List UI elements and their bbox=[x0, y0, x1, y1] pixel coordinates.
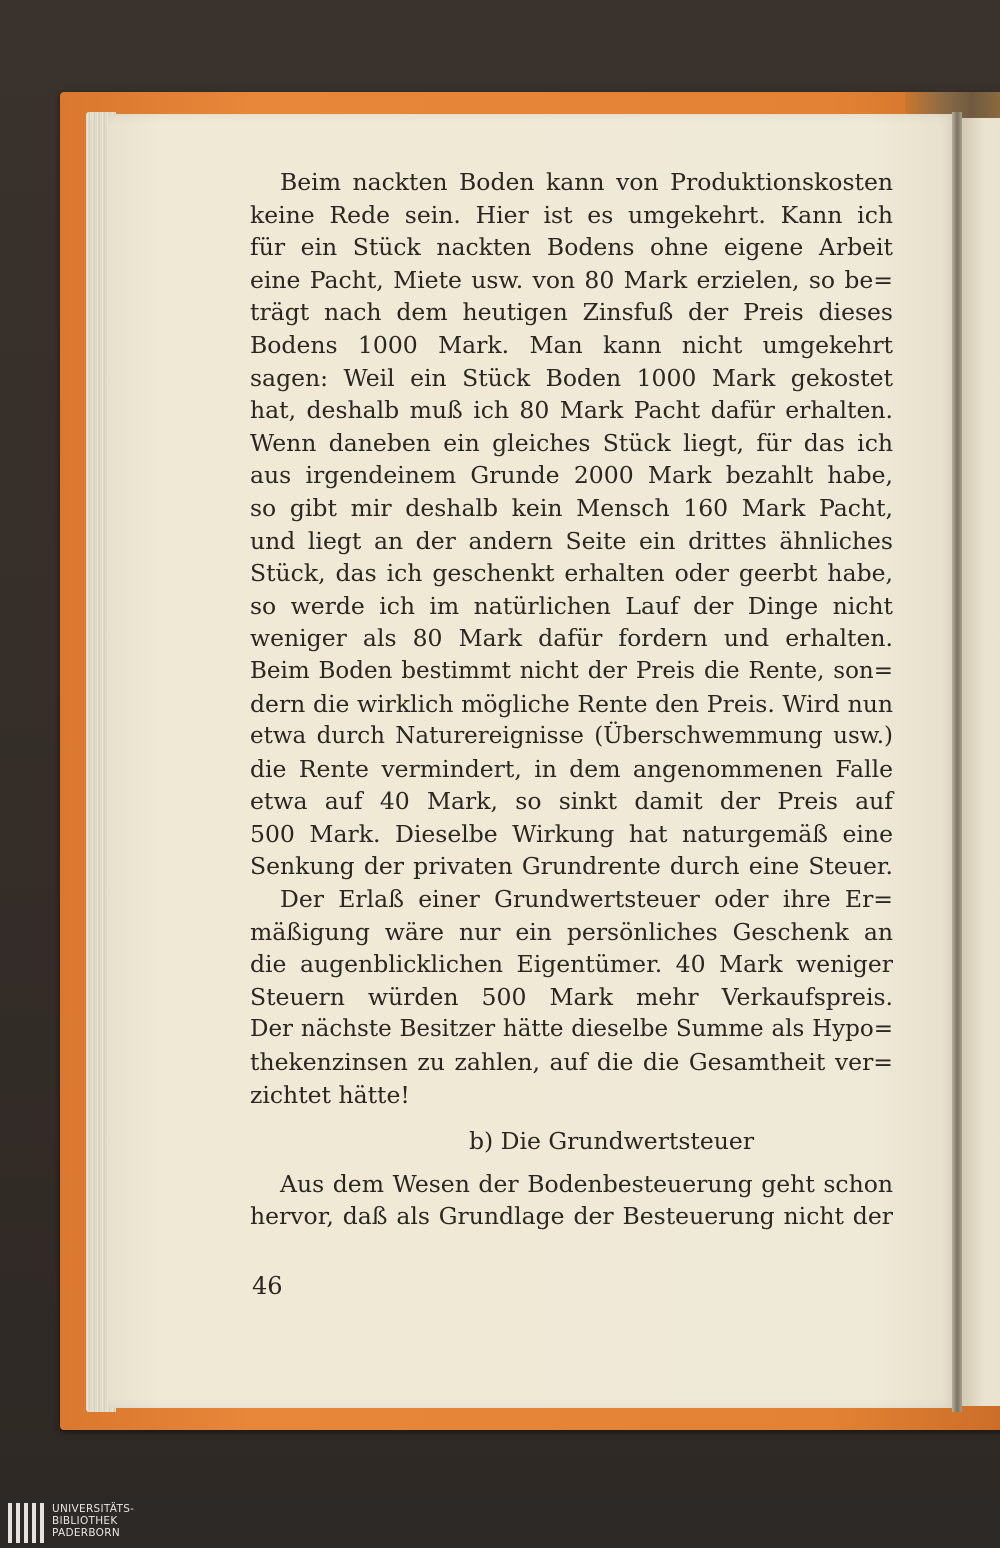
text-line: trägt nach dem heutigen Zinsfuß der Preis dieses bbox=[250, 298, 893, 327]
text-line: die Rente vermindert, in dem angenommenen Falle bbox=[250, 754, 893, 783]
text-line: für ein Stück nackten Bodens ohne eigene Arbeit bbox=[250, 233, 893, 262]
text-line: Stück, das ich geschenkt erhalten oder geerbt habe, bbox=[250, 559, 893, 588]
text-line: Beim nackten Boden kann von Produktionskosten bbox=[280, 168, 893, 196]
section-heading: b) Die Grundwertsteuer bbox=[468, 1127, 755, 1156]
text-line: Wenn daneben ein gleiches Stück liegt, für das ich bbox=[250, 428, 893, 457]
text-line: 500 Mark. Dieselbe Wirkung hat naturgemäß eine bbox=[250, 819, 893, 848]
text-line: sagen: Weil ein Stück Boden 1000 Mark gekostet bbox=[250, 363, 893, 392]
library-name-line: PADERBORN bbox=[52, 1527, 120, 1539]
text-line: etwa durch Naturereignisse (Überschwemmung usw.) bbox=[250, 723, 893, 750]
text-line: eine Pacht, Miete usw. von 80 Mark erzielen, so be= bbox=[250, 265, 893, 294]
text-line: hervor, daß als Grundlage der Besteuerung nicht der bbox=[250, 1202, 893, 1231]
text-line: Bodens 1000 Mark. Man kann nicht umgekehrt bbox=[250, 330, 893, 359]
text-line: die augenblicklichen Eigentümer. 40 Mark weniger bbox=[250, 950, 893, 979]
text-line: Der nächste Besitzer hätte dieselbe Summe als Hypo= bbox=[250, 1016, 893, 1043]
text-line: zichtet hätte! bbox=[250, 1080, 410, 1109]
page-number: 46 bbox=[252, 1272, 283, 1300]
library-name-line: BIBLIOTHEK bbox=[52, 1515, 118, 1527]
library-footer-bar bbox=[0, 1498, 1000, 1548]
library-logo-icon bbox=[8, 1503, 44, 1543]
text-line: Steuern würden 500 Mark mehr Verkaufspreis. bbox=[250, 982, 893, 1011]
text-line: Aus dem Wesen der Bodenbesteuerung geht schon bbox=[280, 1169, 893, 1198]
text-line: keine Rede sein. Hier ist es umgekehrt. Kann ich bbox=[250, 200, 893, 229]
text-line: so gibt mir deshalb kein Mensch 160 Mark Pacht, bbox=[250, 493, 893, 522]
text-line: Der Erlaß einer Grundwertsteuer oder ihre Er= bbox=[280, 885, 893, 914]
text-line: weniger als 80 Mark dafür fordern und erhalten. bbox=[250, 624, 893, 653]
facing-page bbox=[960, 118, 1000, 1406]
text-line: etwa auf 40 Mark, so sinkt damit der Preis auf bbox=[250, 787, 893, 816]
book-gutter bbox=[952, 112, 962, 1412]
text-line: thekenzinsen zu zahlen, auf die die Gesamtheit ver= bbox=[250, 1048, 893, 1077]
text-line: so werde ich im natürlichen Lauf der Dinge nicht bbox=[250, 591, 893, 620]
page-text-block bbox=[250, 166, 893, 1233]
text-line: und liegt an der andern Seite ein drittes ähnliches bbox=[250, 526, 893, 555]
text-line: dern die wirklich mögliche Rente den Preis. Wird nun bbox=[250, 689, 893, 718]
text-line: Senkung der privaten Grundrente durch eine Steuer. bbox=[250, 852, 893, 881]
paragraph-1 bbox=[250, 166, 893, 883]
paragraph-2 bbox=[250, 883, 893, 1111]
library-name bbox=[52, 1503, 134, 1539]
text-line: hat, deshalb muß ich 80 Mark Pacht dafür erhalten. bbox=[250, 396, 893, 425]
text-line: mäßigung wäre nur ein persönliches Geschenk an bbox=[250, 917, 893, 946]
text-line: Beim Boden bestimmt nicht der Preis die Rente, son= bbox=[250, 657, 893, 684]
text-line: aus irgendeinem Grunde 2000 Mark bezahlt habe, bbox=[250, 461, 893, 490]
paragraph-3 bbox=[250, 1168, 893, 1233]
library-name-line: UNIVERSITÄTS- bbox=[52, 1503, 135, 1515]
